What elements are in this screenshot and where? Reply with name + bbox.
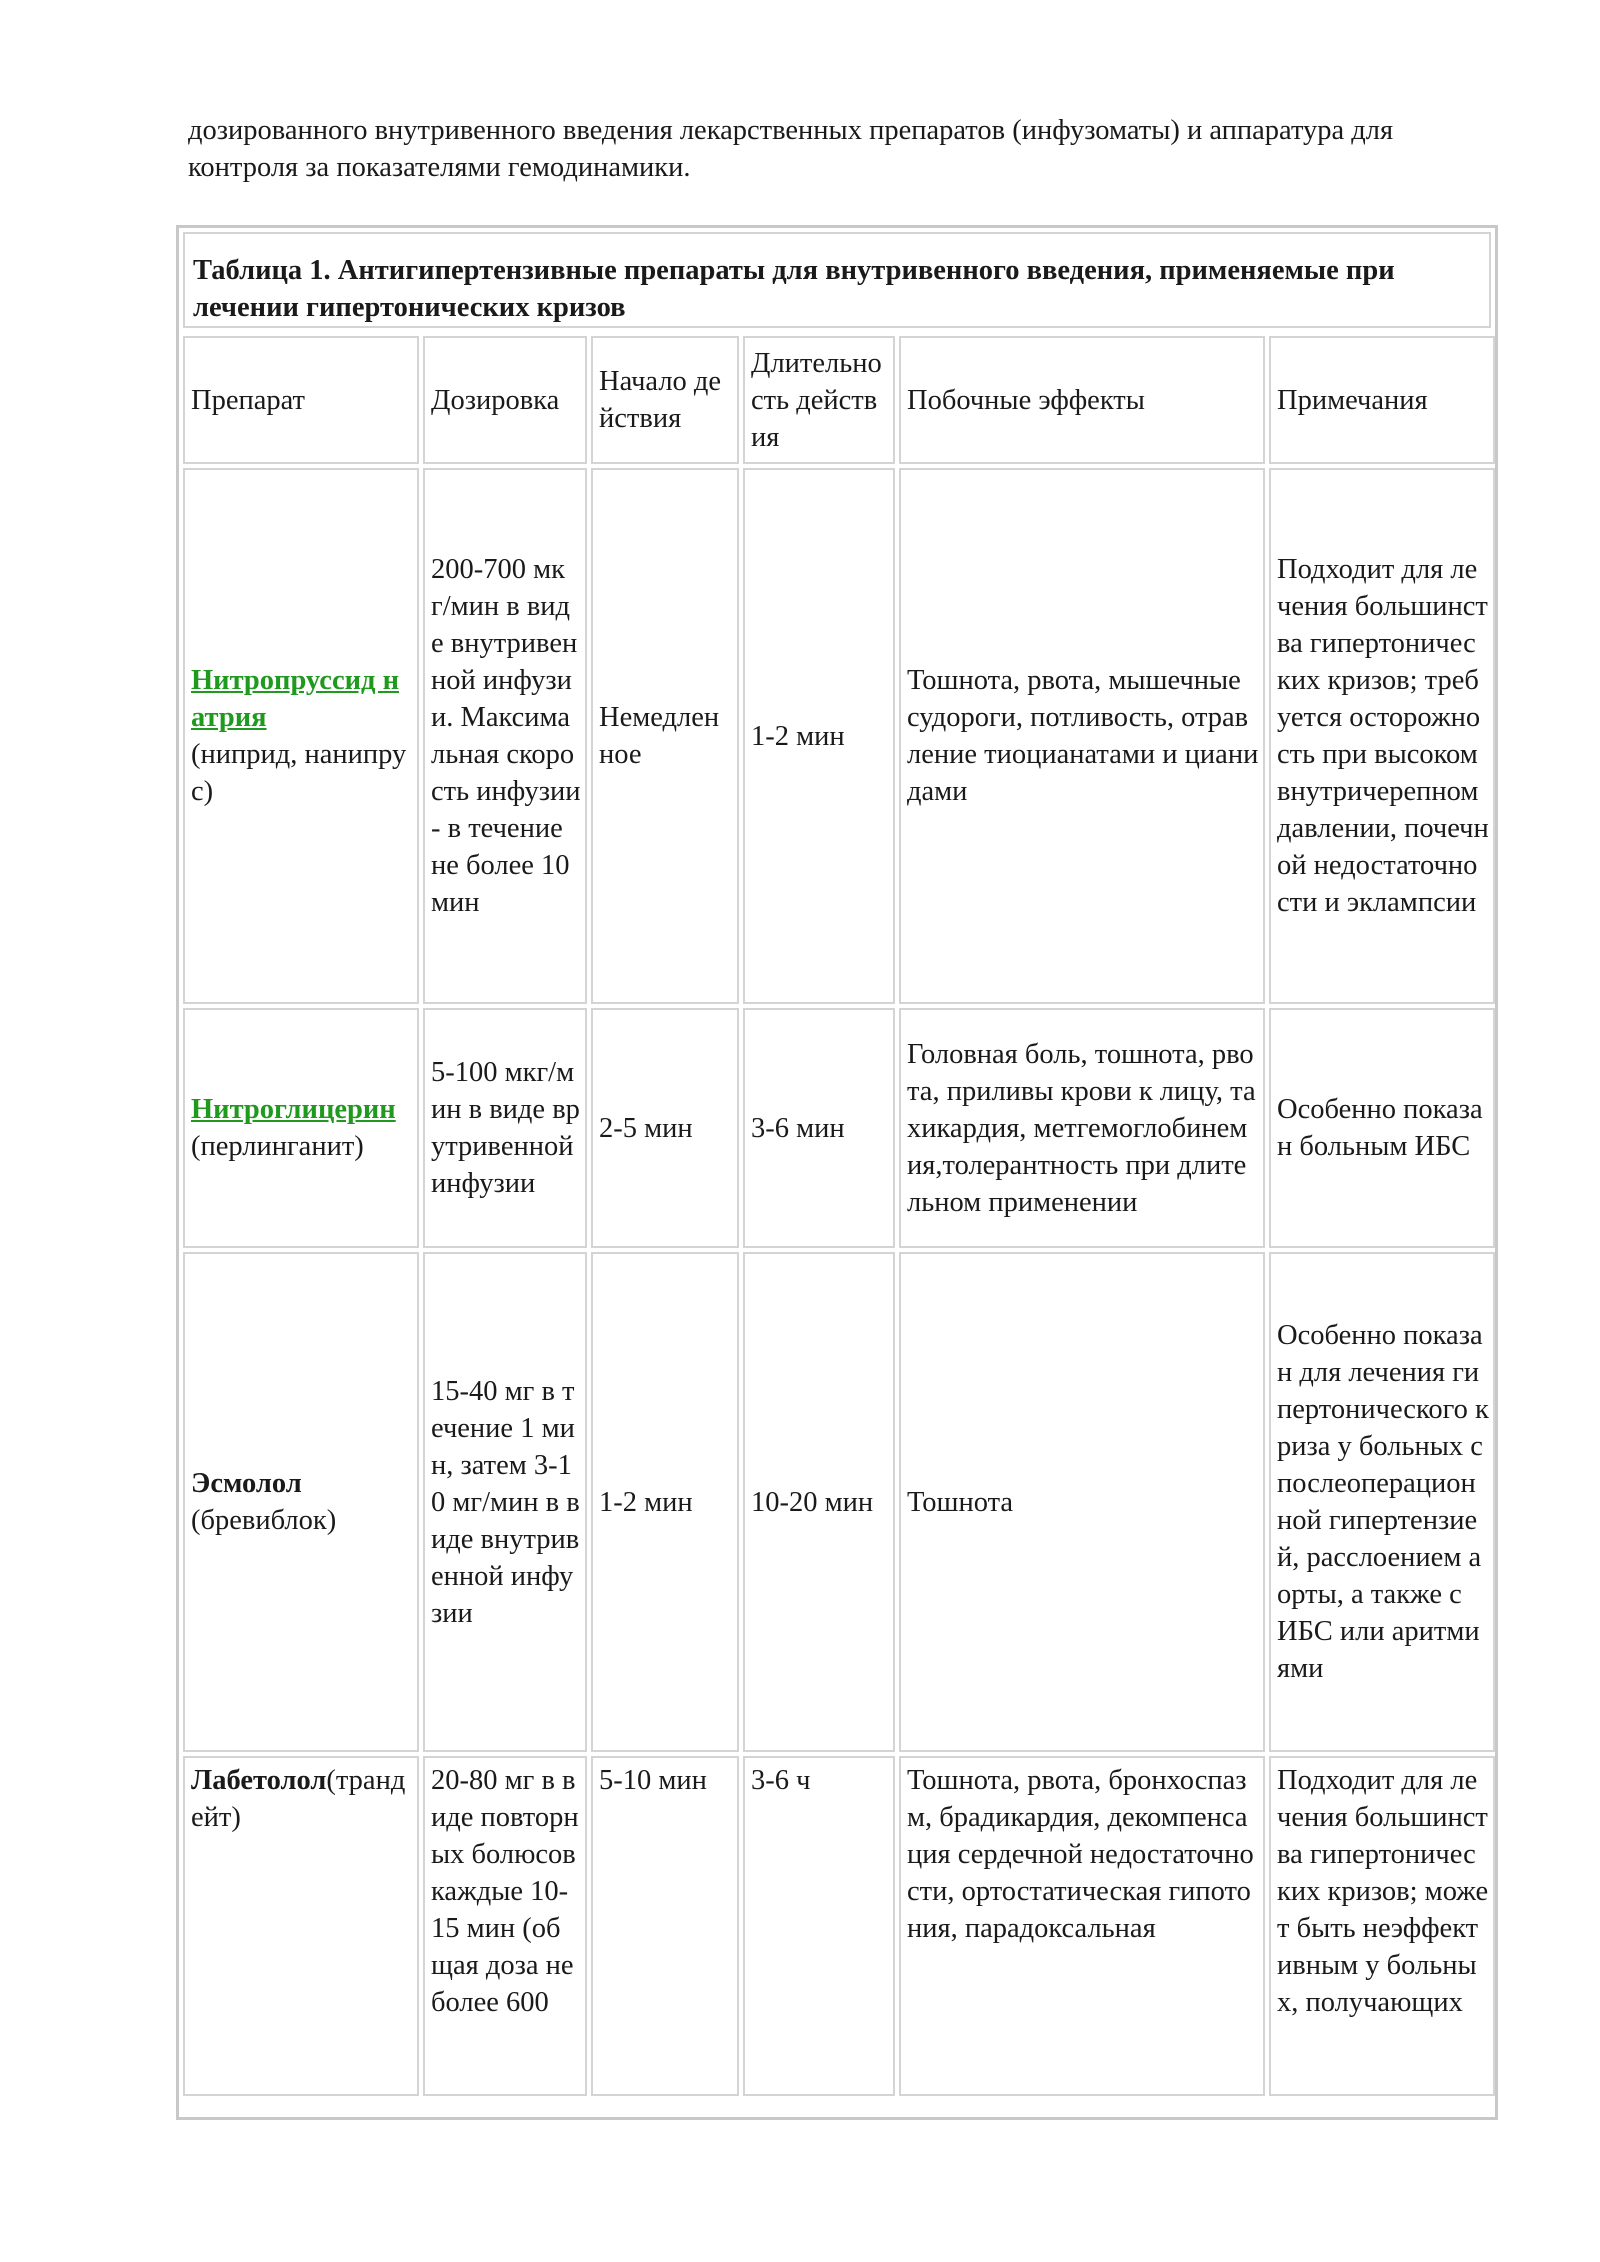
header-dose: Дозировка xyxy=(423,336,587,464)
drug-alias: (бревиблок) xyxy=(191,1505,337,1536)
intro-paragraph: дозированного внутривенного введения лекарственных препаратов (инфузоматы) и аппаратура для контроля за показателями гемодинамики. xyxy=(188,115,1394,183)
drug-cell xyxy=(183,1008,419,1248)
drug-name: Лабетолол xyxy=(191,1765,327,1796)
header-onset: Начало действия xyxy=(591,336,739,464)
drug-alias: (перлинганит) xyxy=(191,1131,364,1162)
side-effects-cell: Головная боль, тошнота, рвота, приливы крови к лицу, тахикардия, метгемоглобинемия,толерантность при длительном применении xyxy=(899,1008,1265,1248)
header-side-effects: Побочные эффекты xyxy=(899,336,1265,464)
side-effects-cell: Тошнота, рвота, бронхоспазм, брадикардия, декомпенсация сердечной недостаточности, ортостатическая гипотония, парадоксальная xyxy=(899,1756,1265,2096)
table-row xyxy=(183,468,1495,1004)
notes-cell: Подходит для лечения большинства гипертонических кризов; требуется осторожность при высоком внутричерепном давлении, почечной недостаточности и эклампсии xyxy=(1269,468,1495,1004)
header-duration: Длительность действия xyxy=(743,336,895,464)
onset-cell: 2-5 мин xyxy=(591,1008,739,1248)
onset-cell: 1-2 мин xyxy=(591,1252,739,1752)
onset-cell: Немедленное xyxy=(591,468,739,1004)
drug-table-container xyxy=(176,225,1498,2120)
dose-cell: 200-700 мкг/мин в виде внутривенной инфузии. Максимальная скорость инфузии - в течение не более 10 мин xyxy=(423,468,587,1004)
drug-alias: (ниприд, нанипрус) xyxy=(191,739,407,807)
drug-cell xyxy=(183,1756,419,2096)
table-row xyxy=(183,1008,1495,1248)
dose-cell: 5-100 мкг/мин в виде врутривенной инфузии xyxy=(423,1008,587,1248)
drug-link[interactable]: Нитроглицерин xyxy=(191,1094,396,1125)
dose-cell: 20-80 мг в виде повторных болюсов каждые 10-15 мин (общая доза не более 600 xyxy=(423,1756,587,2096)
table-row xyxy=(183,1252,1495,1752)
drug-alias: (трандейт) xyxy=(191,1765,406,1833)
notes-cell: Особенно показан для лечения гипертонического криза у больных с послеоперационной гипертензией, расслоением аорты, а также с ИБС или аритмиями xyxy=(1269,1252,1495,1752)
drug-link[interactable]: Нитропруссид натрия xyxy=(191,665,399,733)
dose-cell: 15-40 мг в течение 1 мин, затем 3-10 мг/мин в виде внутривенной инфузии xyxy=(423,1252,587,1752)
drug-table xyxy=(179,332,1499,2100)
table-header-row xyxy=(183,336,1495,464)
duration-cell: 1-2 мин xyxy=(743,468,895,1004)
notes-cell: Особенно показан больным ИБС xyxy=(1269,1008,1495,1248)
side-effects-cell: Тошнота xyxy=(899,1252,1265,1752)
onset-cell: 5-10 мин xyxy=(591,1756,739,2096)
table-row xyxy=(183,1756,1495,2096)
header-drug: Препарат xyxy=(183,336,419,464)
duration-cell: 3-6 мин xyxy=(743,1008,895,1248)
table-title: Таблица 1. Антигипертензивные препараты для внутривенного введения, применяемые при лечении гипертонических кризов xyxy=(183,232,1491,328)
duration-cell: 10-20 мин xyxy=(743,1252,895,1752)
notes-cell: Подходит для лечения большинства гипертонических кризов; может быть неэффективным у больных, получающих xyxy=(1269,1756,1495,2096)
drug-cell xyxy=(183,1252,419,1752)
header-notes: Примечания xyxy=(1269,336,1495,464)
drug-name: Эсмолол xyxy=(191,1468,302,1499)
side-effects-cell: Тошнота, рвота, мышечные судороги, потливость, отравление тиоцианатами и цианидами xyxy=(899,468,1265,1004)
duration-cell: 3-6 ч xyxy=(743,1756,895,2096)
drug-cell xyxy=(183,468,419,1004)
